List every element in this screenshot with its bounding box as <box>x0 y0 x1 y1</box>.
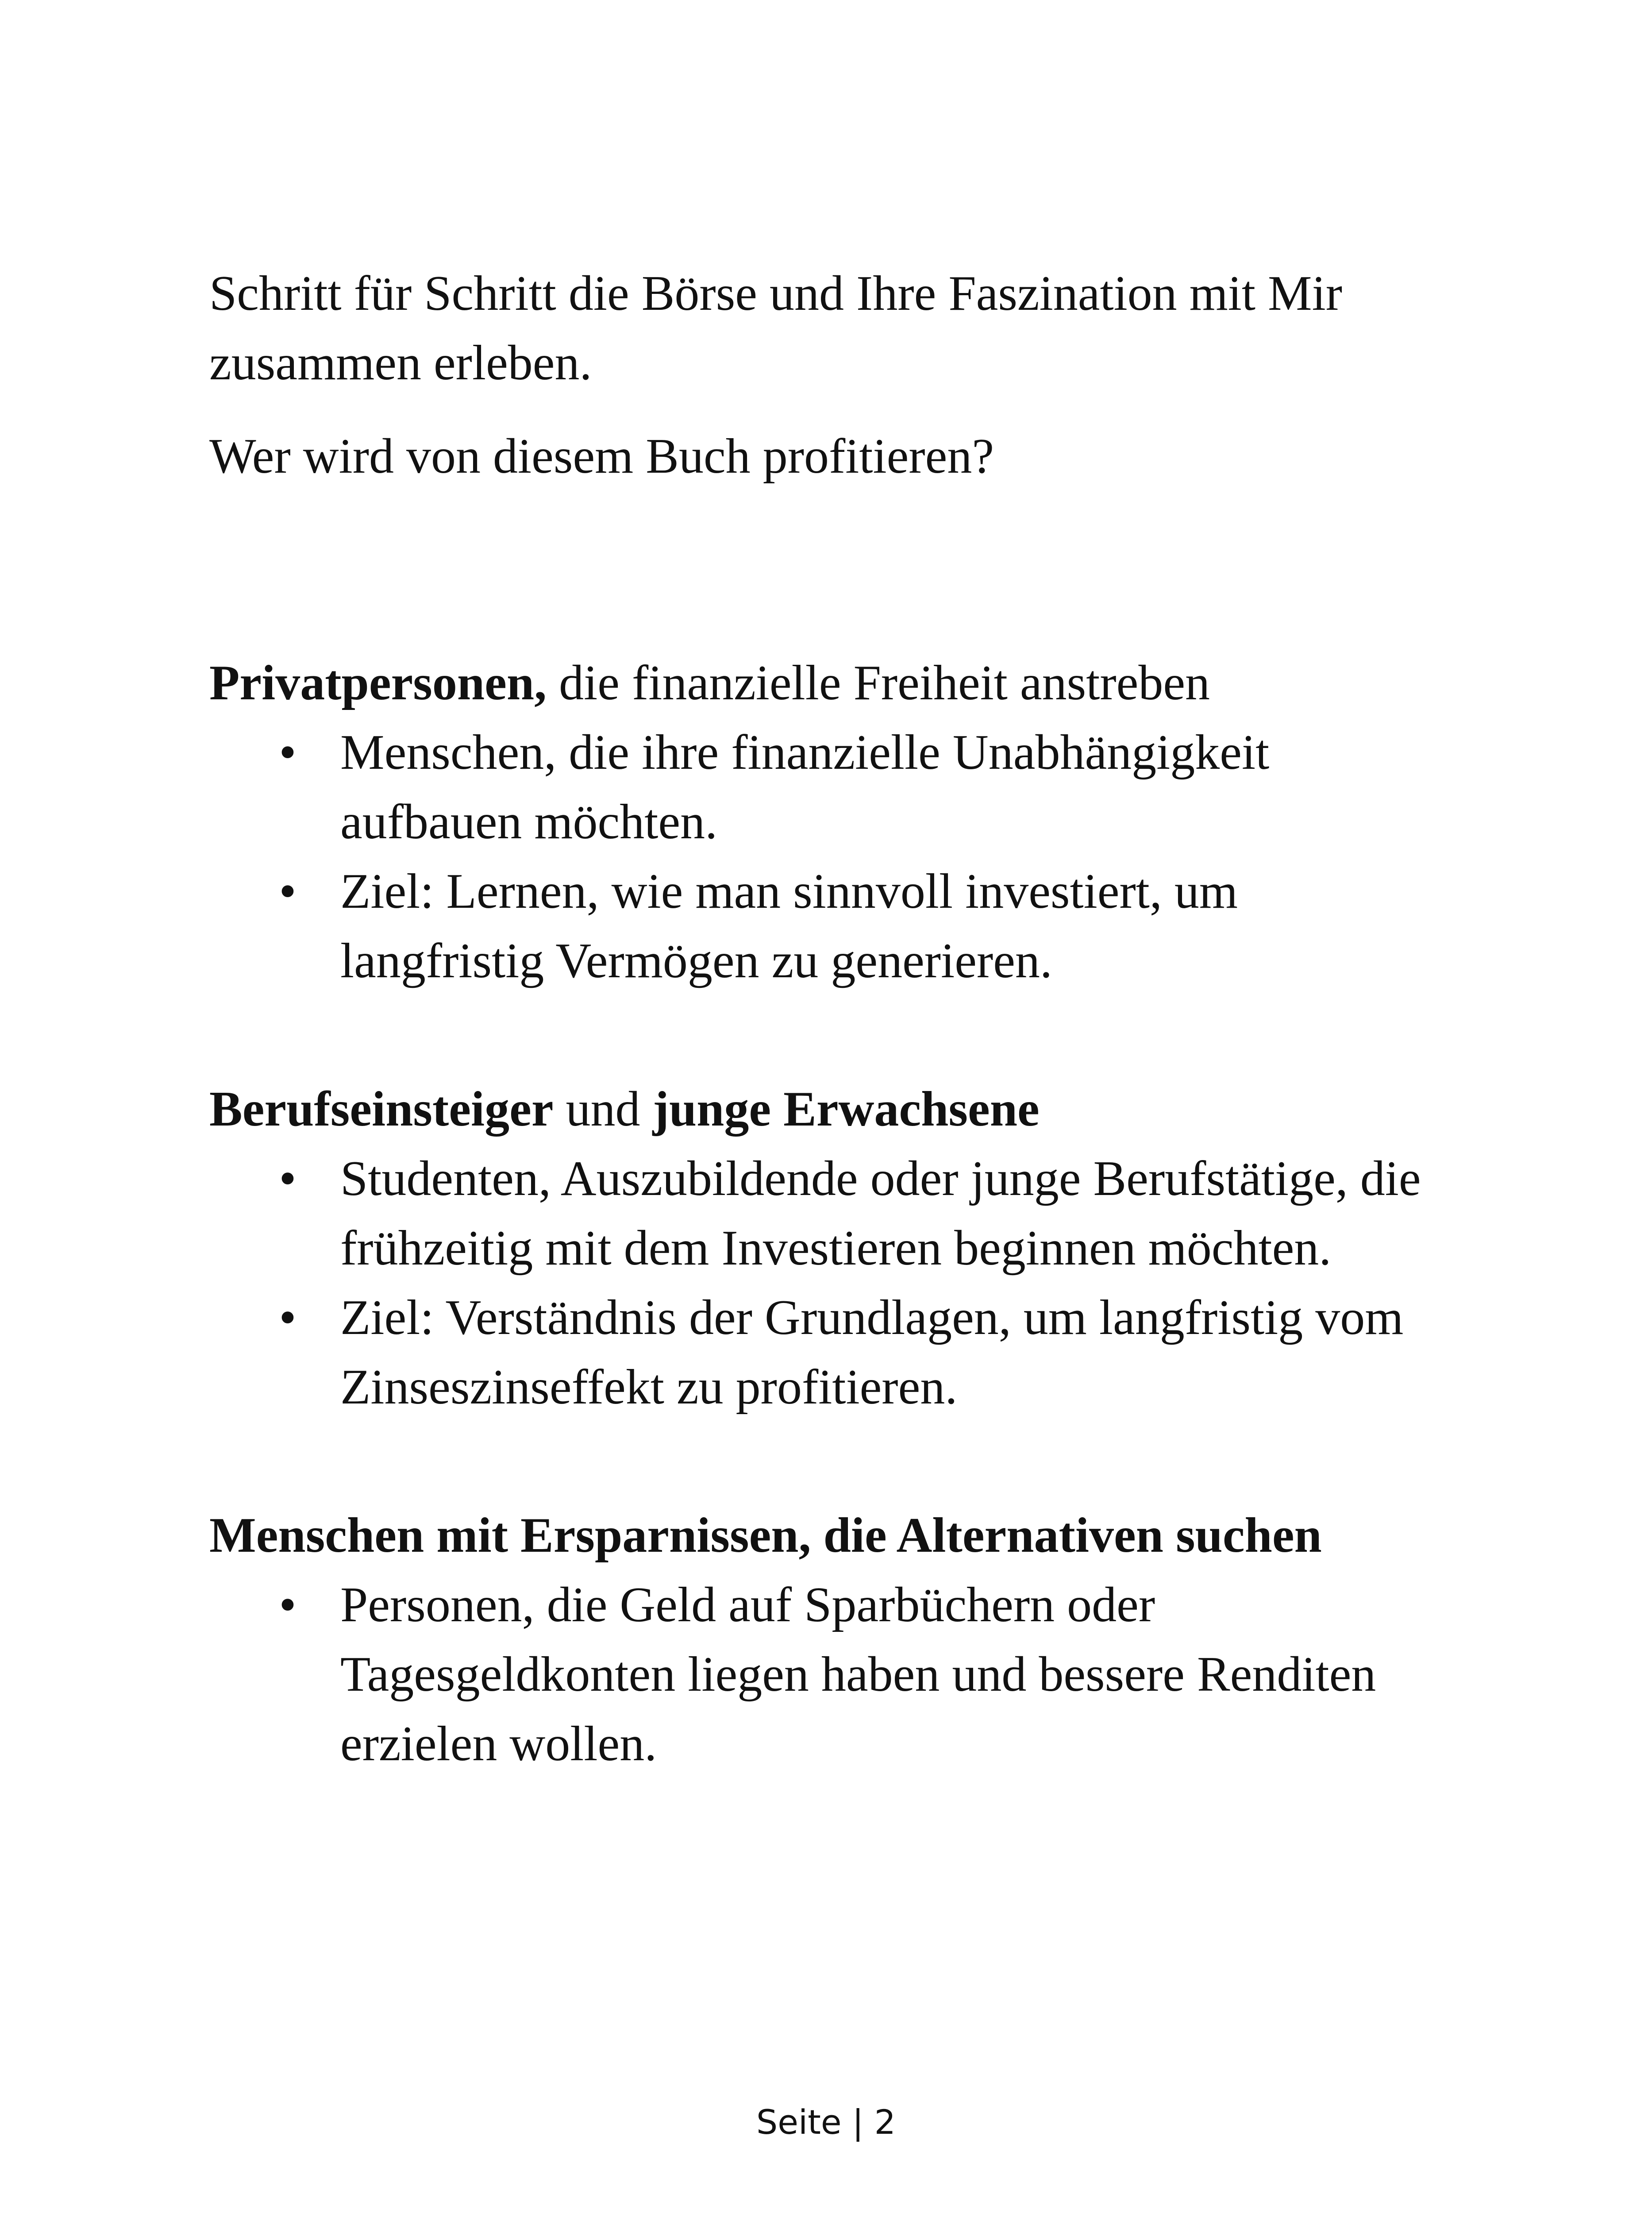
section-heading <box>209 648 1431 718</box>
list-item <box>209 1144 1431 1283</box>
bullet-list <box>209 1144 1431 1422</box>
section-heading-bold: Menschen mit Ersparnissen, die Alternativen suchen <box>209 1508 1322 1563</box>
section-heading-bold-1: Berufseinsteiger <box>209 1082 554 1137</box>
list-item-text: Ziel: Lernen, wie man sinnvoll investiert, um langfristig Vermögen zu generieren. <box>340 864 1238 988</box>
bullet-icon: • <box>279 864 297 919</box>
list-item <box>209 718 1431 857</box>
list-item <box>209 1570 1431 1779</box>
section-ersparnisse <box>209 1501 1431 1779</box>
section-heading-mid: und <box>553 1082 653 1137</box>
intro-paragraph: Schritt für Schritt die Börse und Ihre Faszination mit Mir zusammen erleben. <box>209 266 1343 390</box>
list-item-text: Ziel: Verständnis der Grundlagen, um langfristig vom Zinseszinseffekt zu profitieren. <box>340 1290 1404 1415</box>
page-content <box>209 259 1431 1779</box>
section-heading <box>209 1075 1431 1144</box>
bullet-list <box>209 718 1431 996</box>
question-paragraph: Wer wird von diesem Buch profitieren? <box>209 429 994 484</box>
section-heading <box>209 1501 1431 1570</box>
bullet-icon: • <box>279 1151 297 1206</box>
section-heading-bold: Privatpersonen, <box>209 655 547 710</box>
list-item-text: Personen, die Geld auf Sparbüchern oder Tagesgeldkonten liegen haben und bessere Renditen erzielen wollen. <box>340 1577 1376 1771</box>
bullet-list <box>209 1570 1431 1779</box>
list-item-text: Menschen, die ihre finanzielle Unabhängigkeit aufbauen möchten. <box>340 725 1270 849</box>
page-footer: Seite | 2 <box>756 2102 896 2142</box>
list-item <box>209 1283 1431 1422</box>
bullet-icon: • <box>279 1577 297 1632</box>
list-item-text: Studenten, Auszubildende oder junge Berufstätige, die frühzeitig mit dem Investieren beginnen möchten. <box>340 1151 1421 1276</box>
section-heading-bold-2: junge Erwachsene <box>652 1082 1040 1137</box>
bullet-icon: • <box>279 725 297 780</box>
list-item <box>209 857 1431 996</box>
section-berufseinsteiger <box>209 1075 1431 1422</box>
section-heading-rest: die finanzielle Freiheit anstreben <box>547 655 1210 710</box>
bullet-icon: • <box>279 1290 297 1345</box>
section-privatpersonen <box>209 648 1431 996</box>
